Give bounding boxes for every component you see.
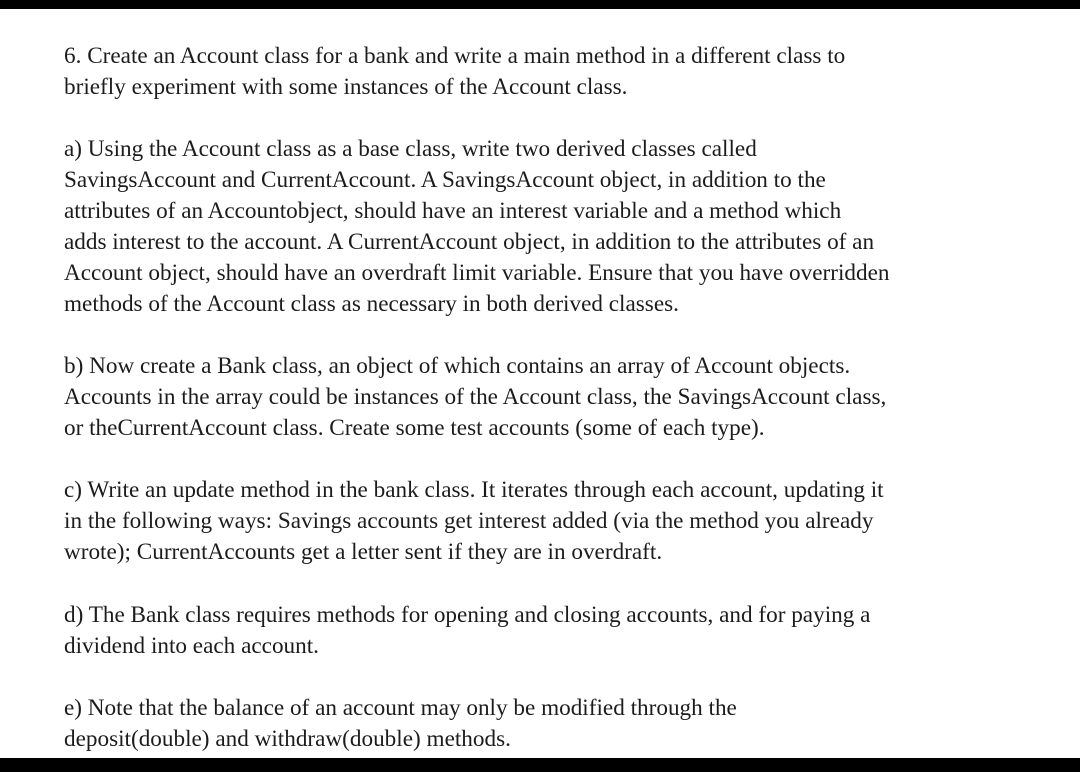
paragraph-gap	[64, 320, 1034, 352]
text-line: e) Note that the balance of an account may only be modified through the	[64, 695, 737, 721]
part-b	[64, 351, 1034, 444]
text-line: a) Using the Account class as a base class, write two derived classes called	[64, 136, 757, 163]
text-line: or theCurrentAccount class. Create some test accounts (some of each type).	[64, 415, 765, 442]
text-line: in the following ways: Savings accounts get interest added (via the method you already	[64, 508, 874, 535]
text-line: Accounts in the array could be instances of the Account class, the SavingsAccount class,	[64, 384, 887, 411]
part-e	[64, 693, 1034, 755]
text-line: Account object, should have an overdraft limit variable. Ensure that you have overridden	[64, 259, 890, 286]
part-d	[64, 600, 1034, 662]
text-line: attributes of an Accountobject, should have an interest variable and a method which	[64, 198, 842, 225]
question-intro	[64, 41, 1034, 103]
part-c	[64, 475, 1034, 568]
text-line: deposit(double) and withdraw(double) methods.	[64, 725, 511, 752]
paragraph-gap	[64, 568, 1034, 600]
paragraph-gap	[64, 662, 1034, 694]
text-line: 6. Create an Account class for a bank and write a main method in a different class to	[64, 43, 846, 69]
text-line: b) Now create a Bank class, an object of which contains an array of Account objects.	[64, 353, 851, 380]
document-page	[0, 9, 1080, 758]
text-line: wrote); CurrentAccounts get a letter sent if they are in overdraft.	[64, 539, 663, 566]
text-line: methods of the Account class as necessary in both derived classes.	[64, 290, 679, 317]
document-body	[64, 41, 1034, 755]
text-line: briefly experiment with some instances of the Account class.	[64, 73, 628, 100]
text-line: adds interest to the account. A CurrentAccount object, in addition to the attributes of an	[64, 229, 875, 256]
paragraph-gap	[64, 103, 1034, 135]
text-line: c) Write an update method in the bank class. It iterates through each account, updating it	[64, 477, 884, 504]
paragraph-gap	[64, 444, 1034, 476]
text-line: d) The Bank class requires methods for opening and closing accounts, and for paying a	[64, 601, 871, 628]
part-a	[64, 134, 1034, 319]
text-line: SavingsAccount and CurrentAccount. A SavingsAccount object, in addition to the	[64, 167, 826, 194]
text-line: dividend into each account.	[64, 632, 319, 659]
